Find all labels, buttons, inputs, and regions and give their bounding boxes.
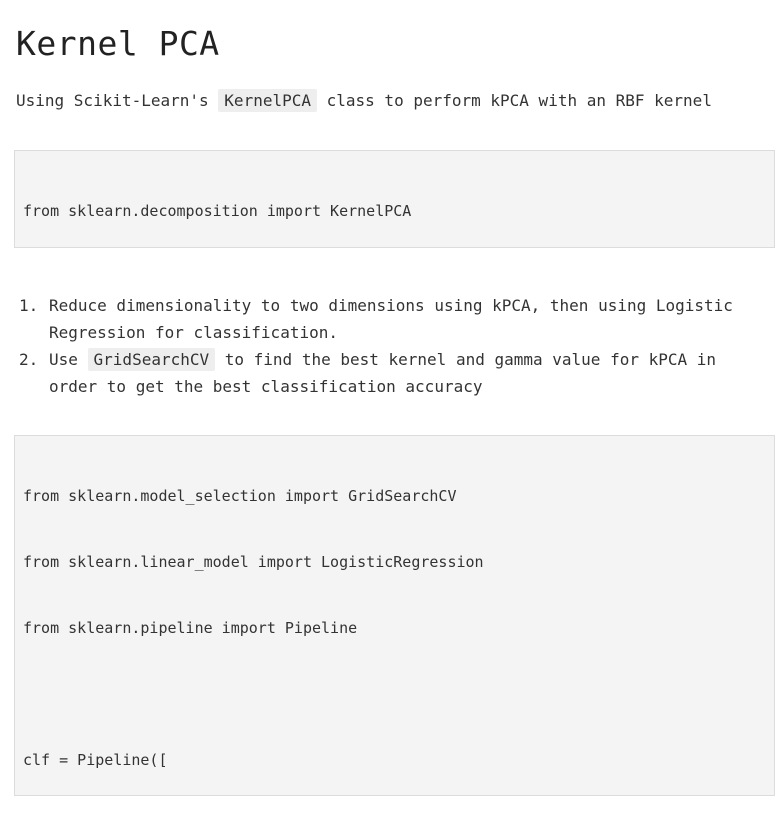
inline-code-kernelpca: KernelPCA (218, 89, 317, 112)
code-line: from sklearn.decomposition import KernelPCA (23, 202, 412, 220)
list-item-text-after: to find the best kernel and gamma value for kPCA in order to get the best classification accuracy (49, 350, 717, 396)
steps-list (0, 292, 770, 400)
code-line: from sklearn.model_selection import GridSearchCV (23, 487, 457, 505)
list-item-text: Reduce dimensionality to two dimensions using kPCA, then using Logistic Regression for classification. (49, 296, 733, 342)
list-number: 1. (19, 296, 39, 315)
inline-code-gridsearchcv: GridSearchCV (88, 348, 216, 371)
list-item (0, 292, 770, 346)
page-title: Kernel PCA (16, 24, 220, 63)
code-line: clf = Pipeline([ (23, 751, 168, 769)
code-line (23, 683, 766, 705)
intro-paragraph (16, 88, 712, 114)
intro-text-before: Using Scikit-Learn's (16, 91, 219, 110)
code-block-gridsearch[interactable] (14, 435, 775, 796)
intro-text-after: class to perform kPCA with an RBF kernel (317, 91, 712, 110)
list-item (0, 346, 770, 400)
code-block-kernelpca[interactable] (14, 150, 775, 248)
list-item-text-before: Use (49, 350, 88, 369)
code-line: from sklearn.pipeline import Pipeline (23, 619, 358, 637)
list-number: 2. (19, 350, 39, 369)
code-line: from sklearn.linear_model import LogisticRegression (23, 553, 484, 571)
